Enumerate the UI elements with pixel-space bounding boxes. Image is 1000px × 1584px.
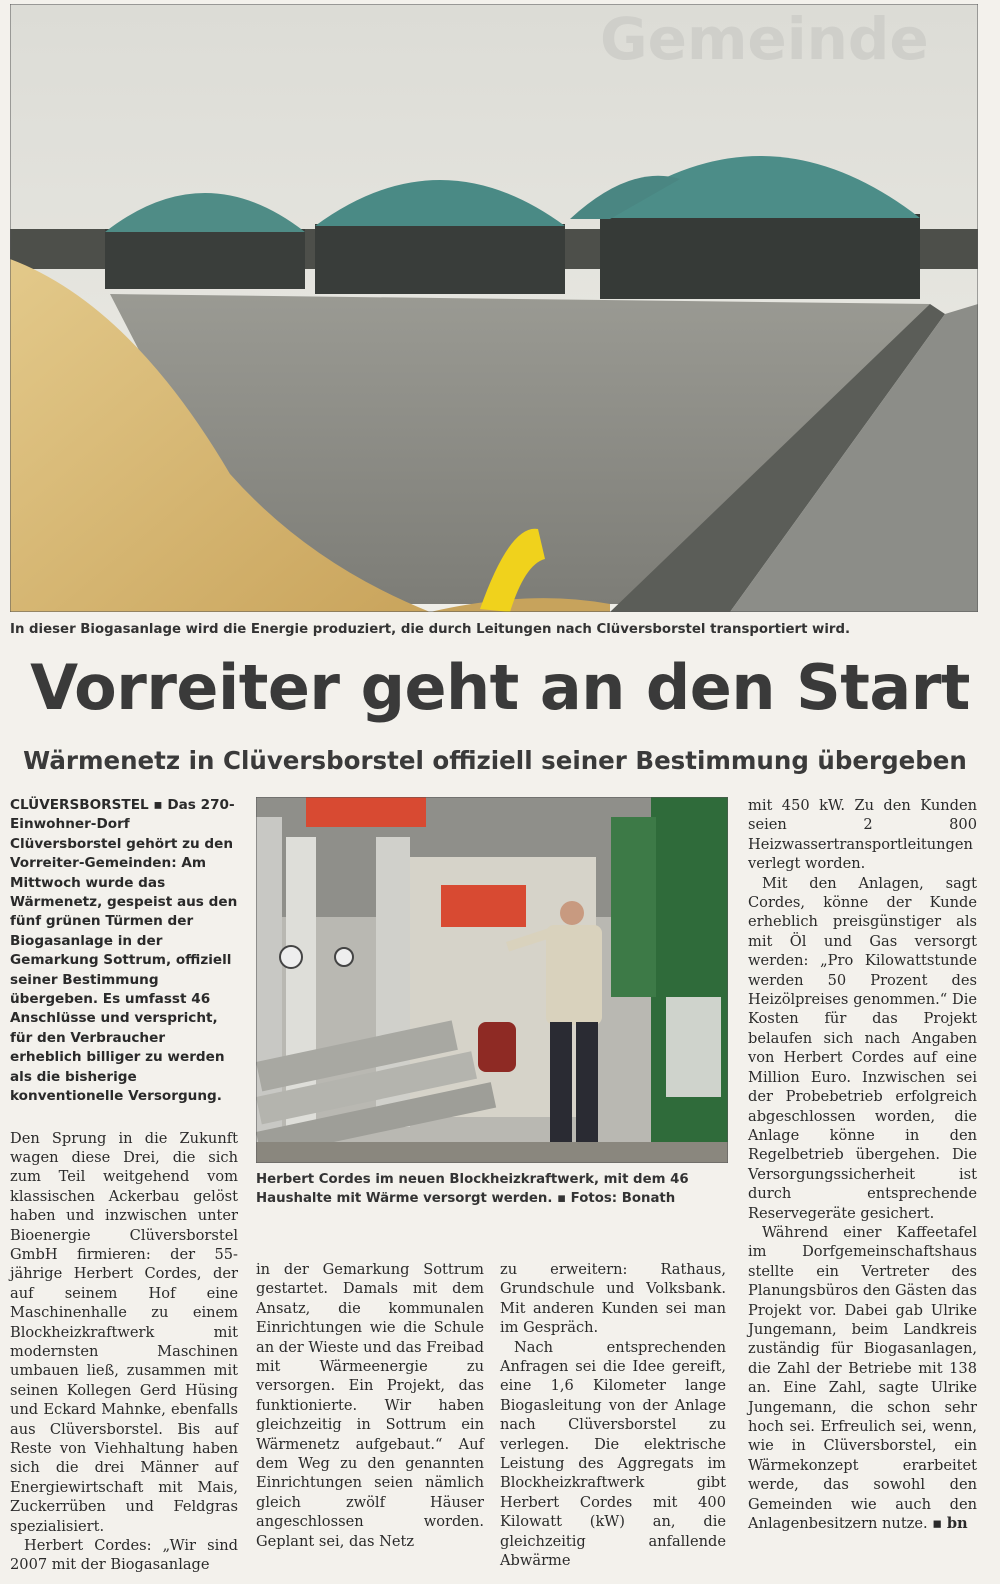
body-paragraph-text: Während einer Kaffeetafel im Dorfgemeinschaftshaus stellte ein Vertreter des Planungsbüros den Gästen das Projekt vor. Dabei gab Ulrike Jungemann, beim Landkreis zuständig für Biogasanlagen, die Zahl der Betriebe mit 138 an. Eine Zahl, sagte Ulrike Jungemann, die schon sehr hoch sei. Erfreulich sei, wenn, wie in Clüversborstel, ein Wärmekonzept erarbeitet werde, das sowohl den Gemeinden wie auch den Anlagenbesitzern nutze. (748, 1223, 977, 1533)
article-column-1 (10, 796, 238, 1575)
body-paragraph (748, 1223, 977, 1534)
plant-caption-text: Herbert Cordes im neuen Blockheizkraftwerk, mit dem 46 Haushalte mit Wärme versorgt werden. (256, 1172, 689, 1206)
body-paragraph: Mit den Anlagen, sagt Cordes, könne der Kunde erheblich preisgünstiger als mit Öl und Gas versorgt werden: „Pro Kilowattstunde werden 50 Prozent des Heizölpreises genommen.“ Die Kosten für das Projekt belaufen sich nach Angaben von Herbert Cordes auf eine Million Euro. Inzwischen sei der Probebetrieb erfolgreich abgeschlossen worden, die Anlage könne in den Regelbetrieb übergehen. Die Versorgungssicherheit ist durch entsprechende Reservegeräte gesichert. (748, 874, 977, 1222)
author-signoff: bn (946, 1515, 968, 1533)
article-column-3 (500, 1260, 726, 1571)
main-photo-caption: In dieser Biogasanlage wird die Energie produziert, die durch Leitungen nach Clüversborstel transportiert wird. (10, 622, 851, 637)
body-paragraph: Herbert Cordes: „Wir sind 2007 mit der Biogasanlage (10, 1537, 238, 1574)
svg-text:Gemeinde: Gemeinde (600, 5, 929, 73)
power-plant-photo (256, 797, 728, 1163)
bullet: ▪ (153, 797, 163, 813)
article-lead (10, 796, 238, 1107)
lead-text: Das 270-Einwohner-Dorf Clüversborstel gehört zu den Vorreiter-Gemeinden: Am Mittwoch wurde das Wärmenetz, gespeist aus den fünf grünen Türmen der Biogasanlage in der Gemarkung Sottrum, offiziell seiner Bestimmung übergeben. Es umfasst 46 Anschlüsse und verspricht, für den Verbraucher erheblich billiger zu werden als die bisherige konventionelle Versorgung. (10, 797, 238, 1105)
body-paragraph: zu erweitern: Rathaus, Grundschule und Volksbank. Mit anderen Kunden sei man im Gespräch. (500, 1261, 726, 1337)
subheadline: Wärmenetz in Clüversborstel offiziell seiner Bestimmung übergeben (23, 746, 967, 775)
biogas-plant-photo (10, 4, 978, 612)
headline: Vorreiter geht an den Start (30, 651, 970, 724)
bullet: ▪ (932, 1515, 943, 1533)
body-paragraph: mit 450 kW. Zu den Kunden seien 2 800 Heizwassertransportleitungen verlegt worden. (748, 797, 977, 873)
plant-photo-caption (256, 1170, 726, 1208)
body-paragraph: in der Gemarkung Sottrum gestartet. Damals mit dem Ansatz, die kommunalen Einrichtungen wie die Schule an der Wieste und das Freibad mit Wärmeenergie zu versorgen. Ein Projekt, das funktionierte. Wir haben gleichzeitig in Sottrum ein Wärmenetz aufgebaut.“ Auf dem Weg zu den genannten Einrichtungen seien nämlich gleich zwölf Häuser angeschlossen worden. Geplant sei, das Netz (256, 1261, 484, 1550)
body-paragraph: Den Sprung in die Zukunft wagen diese Drei, die sich zum Teil weitgehend vom klassischen Ackerbau gelöst haben und inzwischen unter Bioenergie Clüversborstel GmbH firmieren: der 55-jährige Herbert Cordes, der auf seinem Hof eine Maschinenhalle zu einem Blockheizkraftwerk mit modernsten Maschinen umbauen ließ, zusammen mit seinen Kollegen Gerd Hüsing und Eckard Mahnke, ebenfalls aus Clüversborstel. Bis auf Reste von Viehhaltung haben sich die drei Männer auf Energiewirtschaft mit Mais, Zuckerrüben und Feldgras spezialisiert. (10, 1129, 238, 1535)
dateline: CLÜVERSBORSTEL (10, 797, 149, 813)
article-column-4 (748, 796, 977, 1533)
body-paragraph: Nach entsprechenden Anfragen sei die Idee gereift, eine 1,6 Kilometer lange Biogasleitung von der Anlage nach Clüversborstel zu verlegen. Die elektrische Leistung des Aggregats im Blockheizkraftwerk gibt Herbert Cordes mit 400 Kilowatt (kW) an, die gleichzeitig anfallende Abwärme (500, 1338, 726, 1570)
photo-credit: Fotos: Bonath (570, 1191, 676, 1206)
bullet: ▪ (557, 1191, 567, 1206)
article-column-2 (256, 1260, 484, 1551)
